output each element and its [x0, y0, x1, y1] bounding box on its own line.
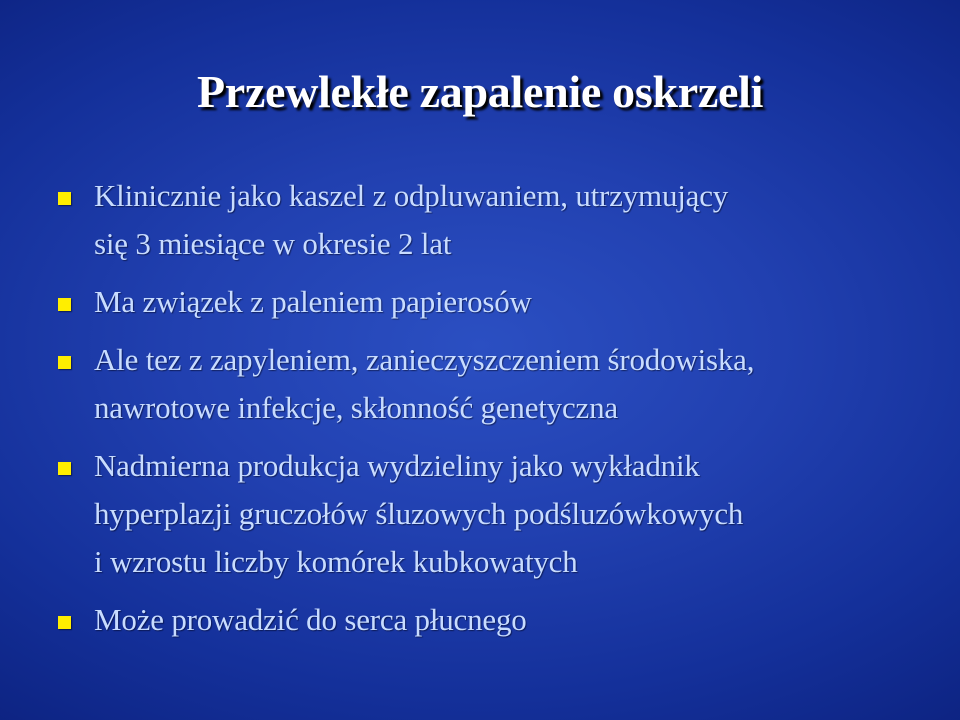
bullet-text-line: hyperplazji gruczołów śluzowych podśluzówkowych — [94, 496, 744, 531]
bullet-text-line: Ma związek z paleniem papierosów — [94, 284, 532, 319]
square-bullet-icon — [58, 462, 71, 475]
bullet-item — [56, 442, 936, 586]
bullet-text-line: Nadmierna produkcja wydzieliny jako wykładnik — [94, 448, 700, 483]
bullet-list — [56, 172, 936, 654]
bullet-item — [56, 278, 936, 326]
slide-title: Przewlekłe zapalenie oskrzeli — [196, 66, 764, 117]
bullet-text-line: i wzrostu liczby komórek kubkowatych — [94, 544, 578, 579]
square-bullet-icon — [58, 356, 71, 369]
bullet-item — [56, 172, 936, 268]
bullet-text-line: się 3 miesiące w okresie 2 lat — [94, 226, 452, 261]
bullet-text-line: Może prowadzić do serca płucnego — [94, 602, 527, 637]
square-bullet-icon — [58, 192, 71, 205]
bullet-item — [56, 336, 936, 432]
bullet-text-line: nawrotowe infekcje, skłonność genetyczna — [94, 390, 618, 425]
square-bullet-icon — [58, 298, 71, 311]
bullet-text-line: Ale tez z zapyleniem, zanieczyszczeniem środowiska, — [94, 342, 755, 377]
bullet-text-line: Klinicznie jako kaszel z odpluwaniem, utrzymujący — [94, 178, 729, 213]
bullet-item — [56, 596, 936, 644]
square-bullet-icon — [58, 616, 71, 629]
